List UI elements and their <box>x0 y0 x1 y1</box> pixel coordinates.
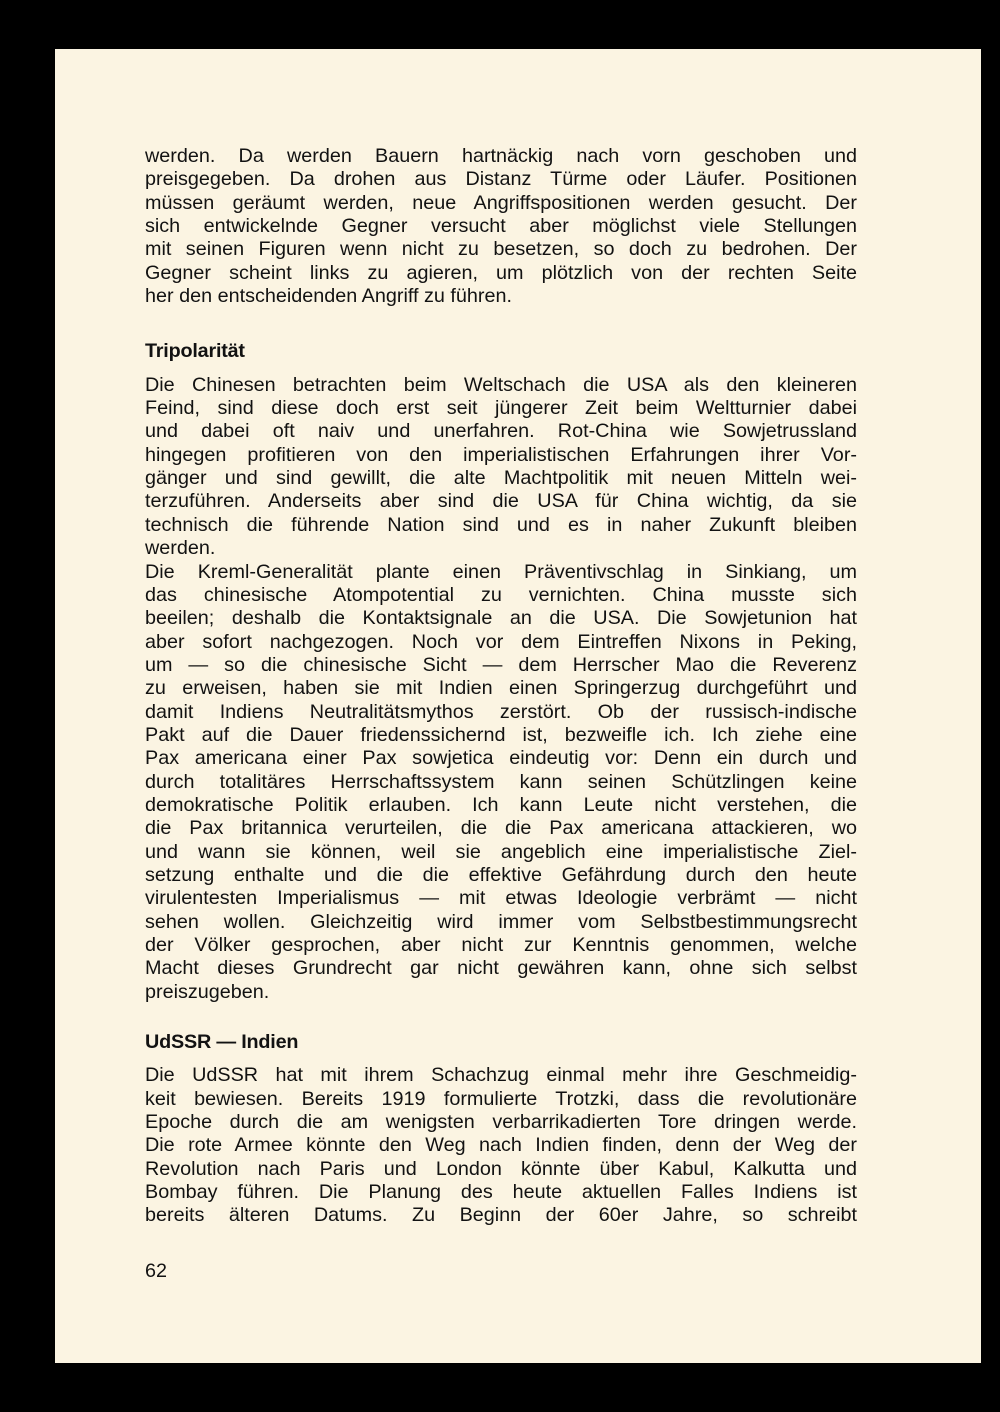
section1-paragraph-1 <box>145 374 857 561</box>
text-line: aber sofort nachgezogen. Noch vor dem Eintreffen Nixons in Peking, <box>145 630 857 653</box>
text-line: Die Chinesen betrachten beim Weltschach die USA als den kleineren <box>145 373 857 396</box>
text-line: gänger und sind gewillt, die alte Machtpolitik mit neuen Mitteln wei- <box>145 467 857 490</box>
text-line: Die rote Armee könnte den Weg nach Indien finden, denn der Weg der <box>145 1134 857 1157</box>
text-line: der Völker gesprochen, aber nicht zur Kenntnis genommen, welche <box>145 934 857 956</box>
text-line: die Pax britannica verurteilen, die die Pax americana attackieren, wo <box>145 817 857 840</box>
text-line: werden. <box>145 537 216 560</box>
section-heading-tripolaritaet: Tripolarität <box>145 340 245 363</box>
section1-paragraph-2 <box>145 561 857 1005</box>
text-line: um — so die chinesische Sicht — dem Herrscher Mao die Reverenz <box>145 653 857 676</box>
page-content <box>145 145 857 1228</box>
section2-paragraph-1 <box>145 1064 857 1227</box>
intro-paragraph <box>145 145 857 308</box>
text-line: Gegner scheint links zu agieren, um plötzlich von der rechten Seite <box>145 261 857 284</box>
text-line: müssen geräumt werden, neue Angriffspositionen werden gesucht. Der <box>145 191 857 214</box>
text-line: virulentesten Imperialismus — mit etwas Ideologie verbrämt — nicht <box>145 887 857 910</box>
text-line: Feind, sind diese doch erst seit jüngerer Zeit beim Weltturnier dabei <box>145 397 857 420</box>
text-line: Pax americana einer Pax sowjetica eindeutig vor: Denn ein durch und <box>145 747 857 770</box>
text-line: Epoche durch die am wenigsten verbarrikadierten Tore dringen werde. <box>145 1111 857 1134</box>
text-line: hingegen profitieren von den imperialistischen Erfahrungen ihrer Vor- <box>145 443 857 466</box>
text-line: Bombay führen. Die Planung des heute aktuellen Falles Indiens ist <box>145 1181 857 1204</box>
text-line: keit bewiesen. Bereits 1919 formulierte Trotzki, dass die revolutionäre <box>145 1087 857 1110</box>
text-line: terzuführen. Anderseits aber sind die USA für China wichtig, da sie <box>145 490 857 513</box>
section-heading-udssr-indien: UdSSR — Indien <box>145 1031 299 1054</box>
text-line: bereits älteren Datums. Zu Beginn der 60er Jahre, so schreibt <box>145 1204 857 1227</box>
text-line: und dabei oft naiv und unerfahren. Rot-China wie Sowjetrussland <box>145 420 857 443</box>
text-line: werden. Da werden Bauern hartnäckig nach vorn geschoben und <box>145 145 857 167</box>
text-line: zu erweisen, haben sie mit Indien einen Springerzug durchgeführt und <box>145 677 857 700</box>
text-line: beeilen; deshalb die Kontaktsignale an die USA. Die Sowjetunion hat <box>145 607 857 630</box>
text-line: setzung enthalte und die die effektive Gefährdung durch den heute <box>145 863 857 886</box>
text-line: Die UdSSR hat mit ihrem Schachzug einmal mehr ihre Geschmeidig- <box>145 1064 857 1087</box>
text-line: preisgegeben. Da drohen aus Distanz Türme oder Läufer. Positionen <box>145 168 857 191</box>
text-line: sich entwickelnde Gegner versucht aber möglichst viele Stellungen <box>145 215 857 238</box>
text-line: durch totalitäres Herrschaftssystem kann seinen Schützlingen keine <box>145 770 857 793</box>
text-line: das chinesische Atompotential zu vernichten. China musste sich <box>145 583 857 606</box>
text-line: technisch die führende Nation sind und es in naher Zukunft bleiben <box>145 513 857 536</box>
text-line: demokratische Politik erlauben. Ich kann Leute nicht verstehen, die <box>145 793 857 816</box>
text-line: sehen wollen. Gleichzeitig wird immer vom Selbstbestimmungsrecht <box>145 910 857 933</box>
text-line: her den entscheidenden Angriff zu führen. <box>145 285 512 308</box>
book-page <box>55 49 981 1363</box>
text-line: Revolution nach Paris und London könnte über Kabul, Kalkutta und <box>145 1157 857 1180</box>
text-line: Pakt auf die Dauer friedenssichernd ist, bezweifle ich. Ich ziehe eine <box>145 723 857 746</box>
text-line: preiszugeben. <box>145 980 270 1003</box>
text-line: Macht dieses Grundrecht gar nicht gewähren kann, ohne sich selbst <box>145 957 857 980</box>
text-line: und wann sie können, weil sie angeblich eine imperialistische Ziel- <box>145 840 857 863</box>
text-line: Die Kreml-Generalität plante einen Präventivschlag in Sinkiang, um <box>145 560 857 583</box>
page-number: 62 <box>145 1260 168 1282</box>
text-line: mit seinen Figuren wenn nicht zu besetzen, so doch zu bedrohen. Der <box>145 238 857 261</box>
text-line: damit Indiens Neutralitätsmythos zerstört. Ob der russisch-indische <box>145 700 857 723</box>
